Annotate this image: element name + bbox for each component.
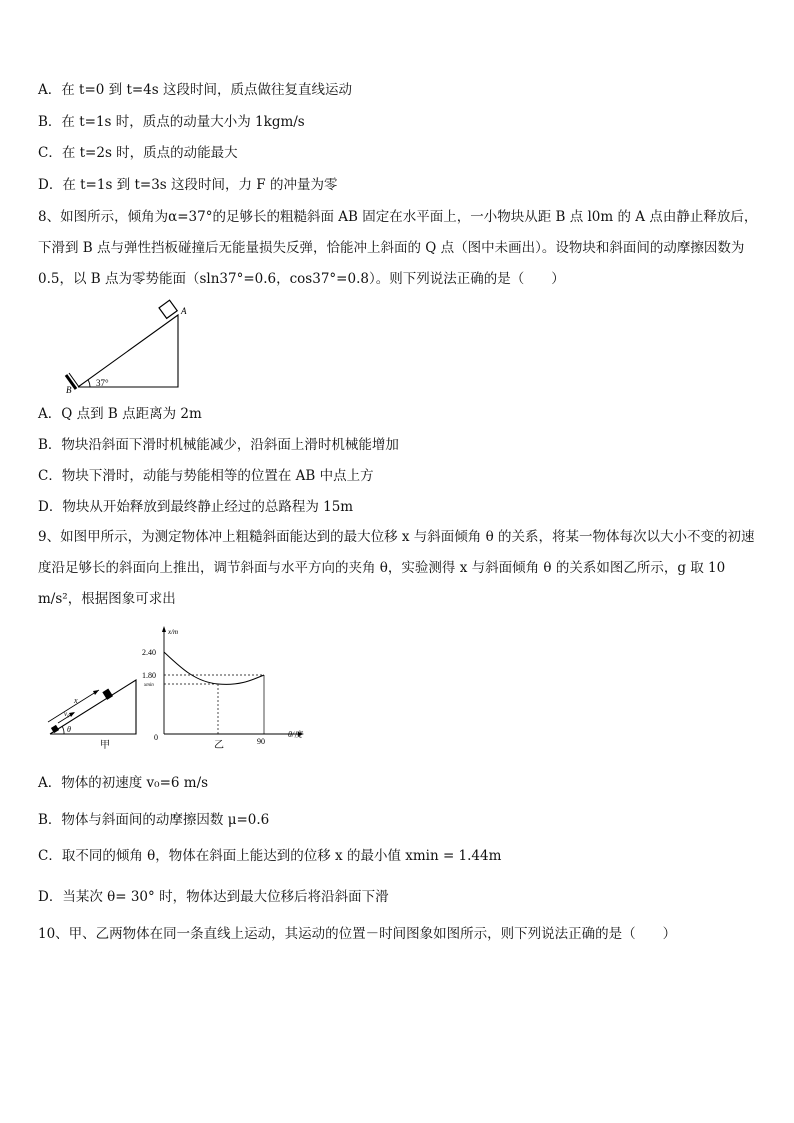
- yi-origin: 0: [154, 733, 158, 742]
- q9-option-c: C．取不同的倾角 θ，物体在斜面上能达到的位移 x 的最小值 xmin = 1.44m: [38, 848, 502, 864]
- yi-tick-240: 2.40: [142, 648, 156, 657]
- q7-option-d: D．在 t=1s 到 t=3s 这段时间，力 F 的冲量为零: [38, 177, 338, 193]
- yi-tick-xmin: xmin: [144, 683, 154, 688]
- q8-option-c: C．物块下滑时，动能与势能相等的位置在 AB 中点上方: [38, 468, 374, 484]
- yi-x-axis-label: θ/度: [288, 730, 303, 739]
- q8-incline-figure: [60, 300, 190, 395]
- q9-stem: 9、如图甲所示，为测定物体冲上粗糙斜面能达到的最大位移 x 与斜面倾角 θ 的关系，将某一物体每次以大小不变的初速度沿足够长的斜面向上推出，调节斜面与水平方向的夹角 θ，实验测得 x 与斜面倾角 θ 的关系如图乙所示，g 取 10 m/s²，根据图象可求出: [38, 529, 755, 607]
- q8-option-a: A．Q 点到 B 点距离为 2m: [38, 406, 202, 422]
- yi-tick-90: 90: [257, 737, 265, 746]
- jia-caption: 甲: [100, 740, 110, 751]
- x-theta-curve: [164, 652, 264, 684]
- q8-stem: 8、如图所示，倾角为α=37°的足够长的粗糙斜面 AB 固定在水平面上，一小物块从距 B 点 l0m 的 A 点由静止释放后，下滑到 B 点与弹性挡板碰撞后无能量损失反弹，恰能冲上斜面的 Q 点（图中未画出）。设物块和斜面间的动摩擦因数为 0.5，以 B 点为零势能面（sln37°=0.6，cos37°=0.8）。则下列说法正确的是（ ）: [38, 209, 758, 287]
- q9-figure-yi: [140, 622, 320, 750]
- incline-outline: [78, 315, 178, 387]
- q8-option-d: D．物块从开始释放到最终静止经过的总路程为 15m: [38, 499, 354, 515]
- q7-option-b: B．在 t=1s 时，质点的动量大小为 1kgm/s: [38, 114, 305, 130]
- q7-option-a: A．在 t=0 到 t=4s 这段时间，质点做往复直线运动: [38, 82, 352, 98]
- jia-x-label: x: [74, 696, 78, 705]
- yi-caption: 乙: [214, 740, 224, 751]
- q10-stem: 10、甲、乙两物体在同一条直线上运动，其运动的位置－时间图象如图所示，则下列说法正确的是（ ）: [38, 926, 677, 942]
- q8-option-b: B．物块沿斜面下滑时机械能减少，沿斜面上滑时机械能增加: [38, 437, 399, 453]
- angle-37-label: 37°: [96, 378, 109, 388]
- block-end: [102, 688, 113, 699]
- block: [159, 300, 177, 318]
- q9-option-d: D．当某次 θ= 30° 时，物体达到最大位移后将沿斜面下滑: [38, 889, 389, 905]
- label-a: A: [181, 306, 187, 316]
- block-start: [51, 725, 59, 733]
- yi-tick-180: 1.80: [142, 671, 156, 680]
- label-b: B: [66, 385, 72, 395]
- yi-y-axis-label: x/m: [168, 628, 179, 636]
- jia-theta-label: θ: [67, 725, 71, 734]
- q9-option-b: B．物体与斜面间的动摩擦因数 μ=0.6: [38, 812, 270, 828]
- q7-option-c: C．在 t=2s 时，质点的动能最大: [38, 145, 238, 161]
- q9-option-a: A．物体的初速度 v₀=6 m/s: [38, 775, 209, 791]
- jia-v0-label: v₀: [64, 710, 70, 718]
